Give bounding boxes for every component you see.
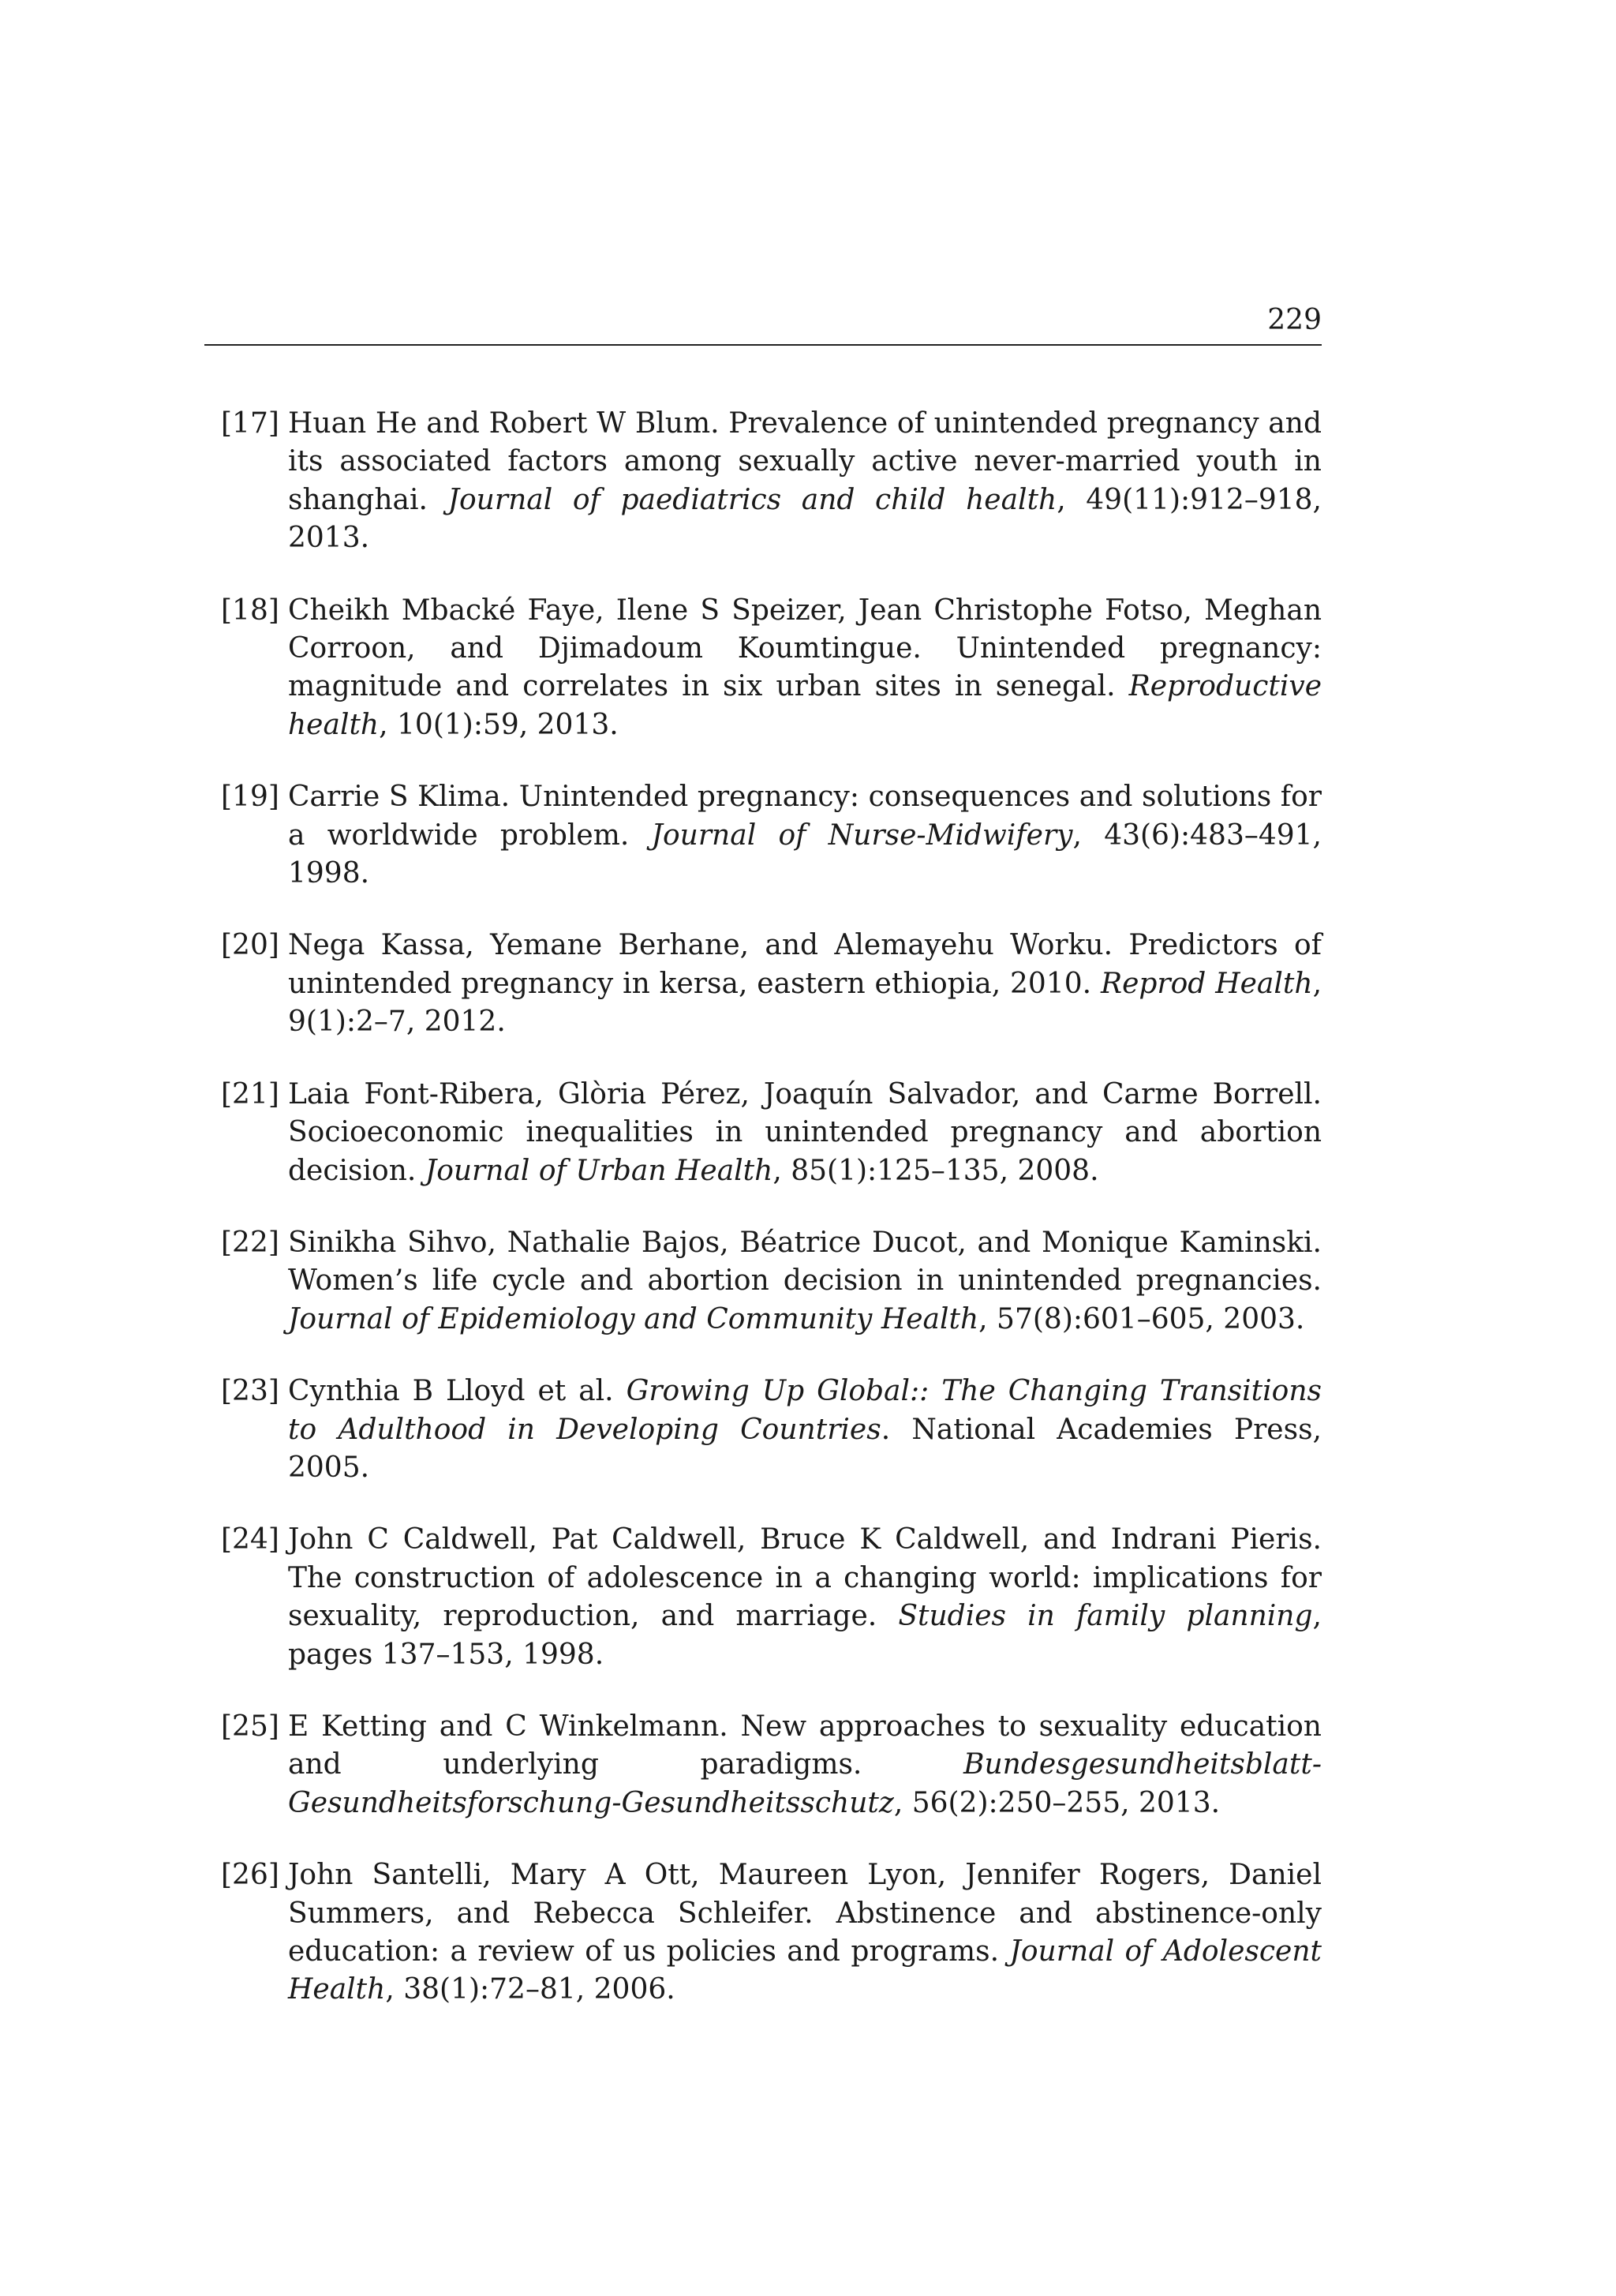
reference-venue: Studies in family planning: [898, 1600, 1313, 1633]
reference-details: , 9(1):2–7, 2012.: [288, 967, 1322, 1039]
reference-list: [221, 405, 1322, 2043]
reference-details: , 49(11):912–918, 2013.: [288, 483, 1322, 555]
reference-venue: Journal of Adolescent Health: [288, 1935, 1322, 2006]
reference-text: John C Caldwell, Pat Caldwell, Bruce K Caldwell, and Indrani Pieris. The construction of adolescence in a changing world: implications for sexuality, reproduction, and marriage.: [288, 1523, 1322, 1633]
reference-venue: Bundesgesundheitsblatt-Gesundheitsforschung-Gesundheitsschutz: [288, 1748, 1322, 1819]
reference-details: , 10(1):59, 2013.: [379, 708, 619, 741]
reference-number: [20]: [221, 929, 279, 962]
reference-entry: [221, 927, 1322, 1041]
reference-details: , 56(2):250–255, 2013.: [893, 1786, 1221, 1819]
page-number: 229: [1267, 304, 1322, 336]
reference-text: E Ketting and C Winkelmann. New approaches to sexuality education and underlying paradigms.: [288, 1710, 1322, 1781]
reference-text: John Santelli, Mary A Ott, Maureen Lyon, Jennifer Rogers, Daniel Summers, and Rebecca Schleifer. Abstinence and abstinence-only education: a review of us policies and programs.: [288, 1859, 1322, 1968]
reference-entry: [221, 1856, 1322, 2009]
reference-entry: [221, 405, 1322, 558]
reference-venue: Journal of paediatrics and child health: [447, 483, 1057, 516]
reference-text: Nega Kassa, Yemane Berhane, and Alemayehu Worku. Predictors of unintended pregnancy in kersa, eastern ethiopia, 2010.: [288, 929, 1322, 1000]
reference-details: , pages 137–153, 1998.: [288, 1600, 1322, 1671]
reference-entry: [221, 1373, 1322, 1487]
reference-entry: [221, 1224, 1322, 1339]
reference-venue: Journal of Epidemiology and Community Health: [288, 1302, 979, 1335]
reference-number: [23]: [221, 1375, 279, 1408]
reference-number: [18]: [221, 594, 279, 627]
reference-venue: Reproductive health: [288, 670, 1322, 741]
reference-number: [22]: [221, 1226, 279, 1259]
reference-text: Cynthia B Lloyd et al.: [288, 1375, 627, 1408]
reference-venue: Reprod Health: [1100, 967, 1313, 1000]
reference-text: Laia Font-Ribera, Glòria Pérez, Joaquín Salvador, and Carme Borrell. Socioeconomic inequalities in unintended pregnancy and abortion decision.: [288, 1077, 1322, 1187]
reference-text: Carrie S Klima. Unintended pregnancy: consequences and solutions for a worldwide problem.: [288, 781, 1322, 852]
reference-text: Sinikha Sihvo, Nathalie Bajos, Béatrice Ducot, and Monique Kaminski. Women’s life cycle and abortion decision in unintended pregnancies.: [288, 1226, 1322, 1298]
reference-venue: Growing Up Global:: The Changing Transitions to Adulthood in Developing Countries: [288, 1375, 1322, 1446]
reference-text: Cheikh Mbacké Faye, Ilene S Speizer, Jean Christophe Fotso, Meghan Corroon, and Djimadoum Koumtingue. Unintended pregnancy: magnitude and correlates in six urban sites in senegal.: [288, 594, 1322, 703]
reference-entry: [221, 1708, 1322, 1822]
reference-venue: Journal of Urban Health: [425, 1154, 773, 1187]
reference-details: . National Academies Press, 2005.: [288, 1413, 1322, 1484]
reference-details: , 57(8):601–605, 2003.: [978, 1302, 1305, 1335]
header-rule: [204, 344, 1322, 346]
reference-number: [19]: [221, 781, 279, 814]
reference-entry: [221, 592, 1322, 745]
reference-details: , 38(1):72–81, 2006.: [385, 1973, 675, 2006]
reference-number: [25]: [221, 1710, 279, 1743]
reference-details: , 85(1):125–135, 2008.: [772, 1154, 1099, 1187]
reference-text: Huan He and Robert W Blum. Prevalence of unintended pregnancy and its associated factors among sexually active never-married youth in shanghai.: [288, 407, 1322, 516]
reference-entry: [221, 1521, 1322, 1674]
reference-number: [26]: [221, 1859, 279, 1892]
reference-entry: [221, 778, 1322, 893]
reference-number: [21]: [221, 1077, 279, 1111]
reference-number: [17]: [221, 407, 279, 440]
reference-entry: [221, 1076, 1322, 1190]
reference-number: [24]: [221, 1523, 279, 1556]
reference-details: , 43(6):483–491, 1998.: [288, 818, 1322, 890]
reference-venue: Journal of Nurse-Midwifery: [651, 818, 1073, 852]
